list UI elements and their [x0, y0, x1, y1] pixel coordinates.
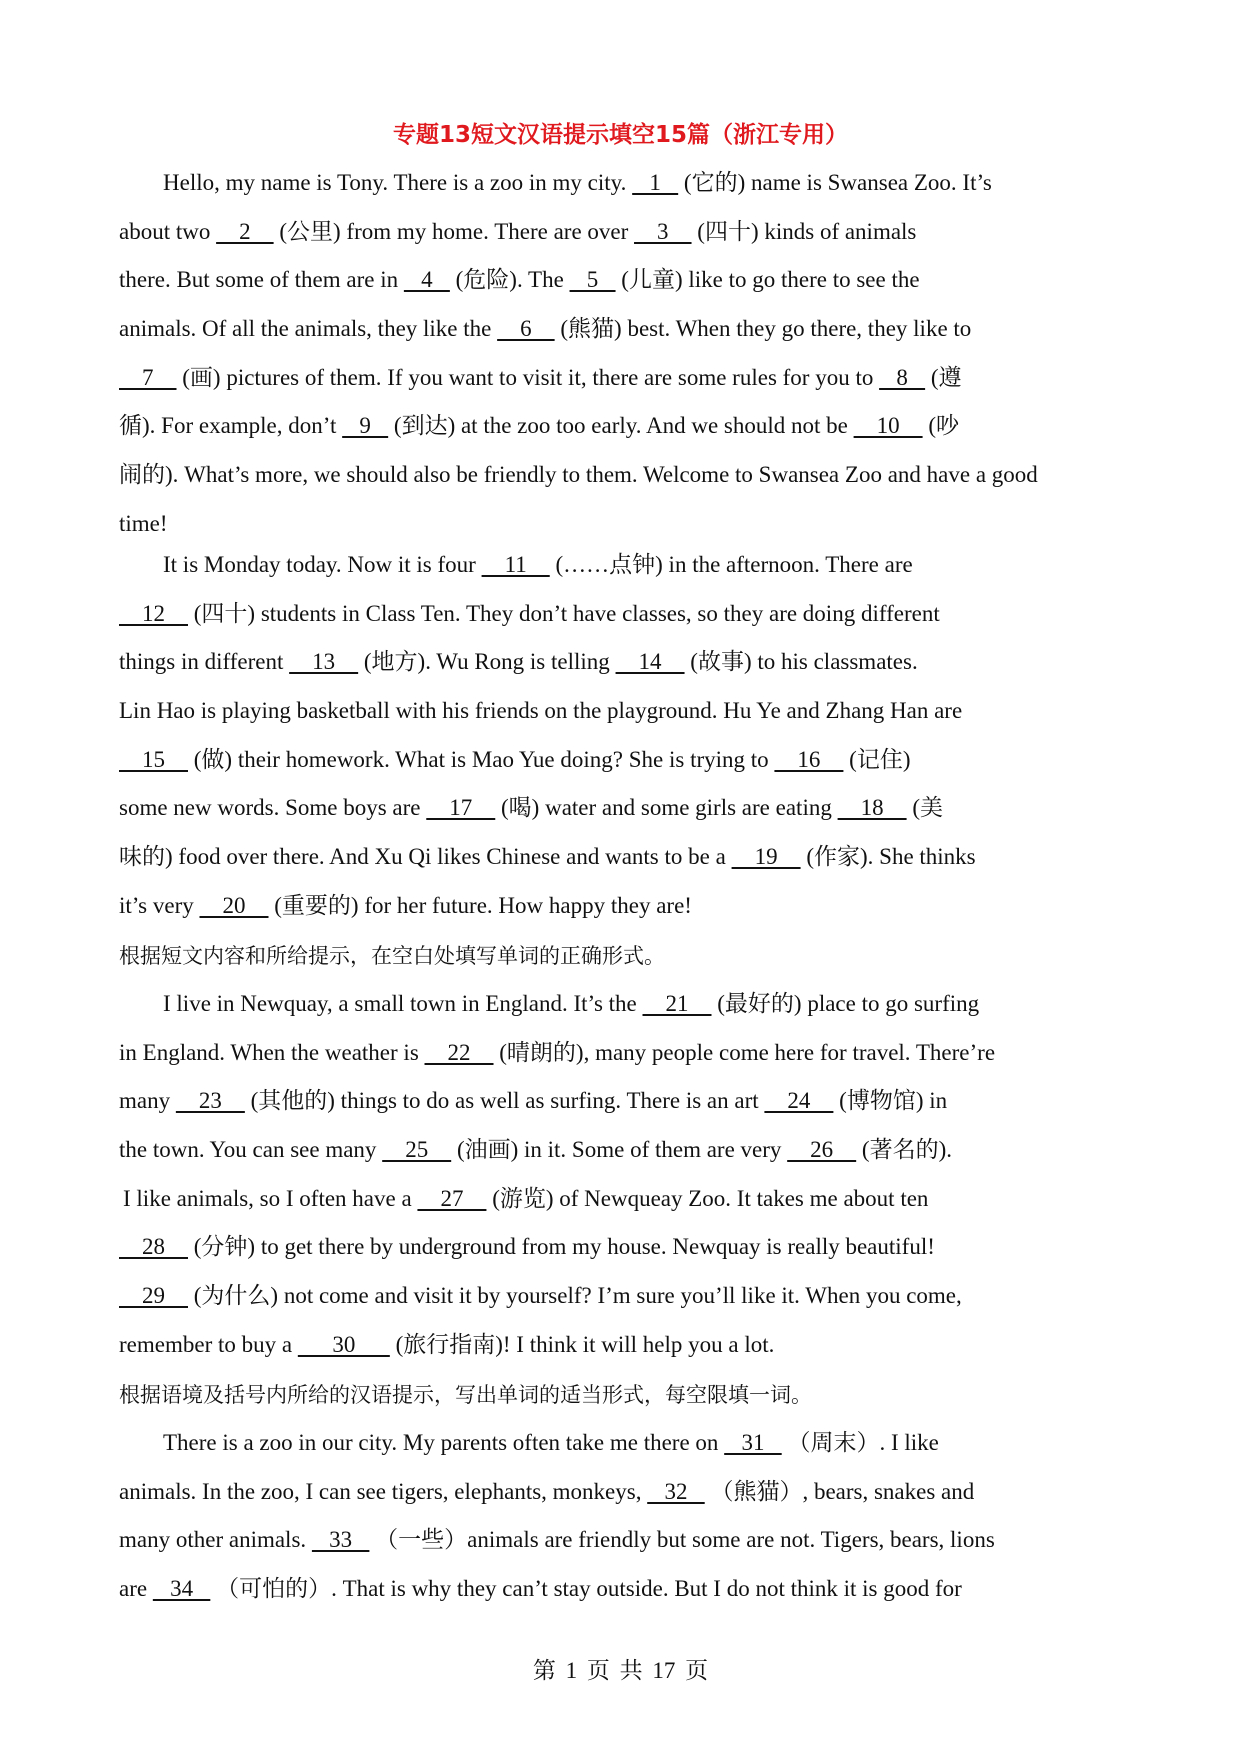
passage-line: 15 (做) their homework. What is Mao Yue doing? She is trying to 16 (记住)	[119, 736, 1127, 785]
answer-blank[interactable]: 28	[119, 1234, 188, 1260]
answer-blank[interactable]: 3	[634, 218, 692, 244]
answer-blank[interactable]: 29	[119, 1283, 188, 1309]
answer-blank[interactable]: 8	[879, 364, 926, 390]
answer-blank[interactable]: 19	[731, 844, 801, 870]
passage-line: it’s very 20 (重要的) for her future. How happy they are!	[119, 882, 1127, 931]
passage-line: Lin Hao is playing basketball with his friends on the playground. Hu Ye and Zhang Han are	[119, 698, 963, 724]
answer-blank[interactable]: 25	[382, 1137, 452, 1163]
passage-line: 12 (四十) students in Class Ten. They don’t have classes, so they are doing different	[119, 590, 1127, 639]
instruction-1: 根据短文内容和所给提示，在空白处填写单词的正确形式。	[119, 944, 665, 968]
passage-line: many 23 (其他的) things to do as well as surfing. There is an art 24 (博物馆) in	[119, 1077, 1127, 1126]
passage-line: Hello, my name is Tony. There is a zoo in my city. 1 (它的) name is Swansea Zoo. It’s	[119, 159, 1127, 208]
answer-blank[interactable]: 12	[119, 600, 188, 626]
answer-blank[interactable]: 4	[403, 267, 450, 293]
answer-blank[interactable]: 16	[774, 746, 844, 772]
answer-blank[interactable]: 31	[724, 1430, 782, 1455]
passage-line: I like animals, so I often have a 27 (游览) of Newqueay Zoo. It takes me about ten	[119, 1175, 1127, 1224]
answer-blank[interactable]: 7	[119, 364, 177, 390]
answer-blank[interactable]: 1	[632, 170, 679, 195]
answer-blank[interactable]: 24	[764, 1088, 834, 1114]
answer-blank[interactable]: 32	[647, 1478, 705, 1504]
passage-line: some new words. Some boys are 17 (喝) water and some girls are eating 18 (美	[119, 784, 1127, 833]
passage-2	[119, 541, 1127, 931]
answer-blank[interactable]: 17	[426, 795, 496, 821]
answer-blank[interactable]: 27	[417, 1185, 487, 1211]
passage-line: It is Monday today. Now it is four 11 (……点钟) in the afternoon. There are	[119, 541, 1127, 590]
answer-blank[interactable]: 15	[119, 746, 188, 772]
answer-blank[interactable]: 30	[297, 1331, 390, 1357]
answer-blank[interactable]: 5	[569, 267, 616, 293]
passage-line: 闹的). What’s more, we should also be friendly to them. Welcome to Swansea Zoo and have a good	[119, 462, 1038, 488]
passage-line: There is a zoo in our city. My parents often take me there on 31 （周末）. I like	[119, 1419, 1127, 1468]
answer-blank[interactable]: 2	[216, 218, 274, 244]
passage-line: things in different 13 (地方). Wu Rong is telling 14 (故事) to his classmates.	[119, 638, 1127, 687]
passage-1	[119, 159, 1127, 549]
passage-line: 28 (分钟) to get there by underground from my house. Newquay is really beautiful!	[119, 1223, 1127, 1272]
answer-blank[interactable]: 21	[642, 991, 712, 1016]
passage-3	[119, 980, 1127, 1370]
passage-line: many other animals. 33 （一些）animals are friendly but some are not. Tigers, bears, lions	[119, 1516, 1127, 1565]
page-footer: 第 1 页 共 17 页	[532, 1658, 709, 1683]
passage-line: about two 2 (公里) from my home. There are over 3 (四十) kinds of animals	[119, 208, 1127, 257]
passage-line: the town. You can see many 25 (油画) in it. Some of them are very 26 (著名的).	[119, 1126, 1127, 1175]
answer-blank[interactable]: 10	[853, 413, 923, 439]
passage-line: are 34 （可怕的）. That is why they can’t stay outside. But I do not think it is good for	[119, 1565, 1127, 1614]
passage-line: animals. Of all the animals, they like the 6 (熊猫) best. When they go there, they like to	[119, 305, 1127, 354]
answer-blank[interactable]: 9	[342, 413, 389, 439]
passage-line: there. But some of them are in 4 (危险). The 5 (儿童) like to go there to see the	[119, 256, 1127, 305]
answer-blank[interactable]: 33	[311, 1527, 370, 1553]
passage-line: time!	[119, 510, 168, 536]
passage-line: I live in Newquay, a small town in England. It’s the 21 (最好的) place to go surfing	[119, 980, 1127, 1029]
passage-line: in England. When the weather is 22 (晴朗的), many people come here for travel. There’re	[119, 1029, 1127, 1078]
passage-line: 29 (为什么) not come and visit it by yourself? I’m sure you’ll like it. When you come,	[119, 1272, 1127, 1321]
answer-blank[interactable]: 34	[152, 1576, 211, 1602]
answer-blank[interactable]: 26	[787, 1137, 857, 1163]
passage-line: 循). For example, don’t 9 (到达) at the zoo too early. And we should not be 10 (吵	[119, 402, 1127, 451]
answer-blank[interactable]: 22	[424, 1039, 494, 1065]
page-title: 专题13短文汉语提示填空15篇（浙江专用）	[392, 122, 848, 148]
passage-line: 味的) food over there. And Xu Qi likes Chinese and wants to be a 19 (作家). She thinks	[119, 833, 1127, 882]
answer-blank[interactable]: 18	[837, 795, 907, 821]
answer-blank[interactable]: 11	[481, 552, 550, 577]
passage-line: animals. In the zoo, I can see tigers, elephants, monkeys, 32 （熊猫）, bears, snakes and	[119, 1468, 1127, 1517]
passage-4	[119, 1419, 1127, 1614]
answer-blank[interactable]: 20	[199, 892, 269, 918]
passage-line: 7 (画) pictures of them. If you want to visit it, there are some rules for you to 8 (遵	[119, 354, 1127, 403]
answer-blank[interactable]: 6	[497, 316, 555, 342]
answer-blank[interactable]: 14	[615, 649, 685, 675]
passage-line: remember to buy a 30 (旅行指南)! I think it will help you a lot.	[119, 1321, 1127, 1370]
answer-blank[interactable]: 13	[289, 649, 359, 675]
answer-blank[interactable]: 23	[175, 1088, 245, 1114]
instruction-2: 根据语境及括号内所给的汉语提示，写出单词的适当形式，每空限填一词。	[119, 1383, 812, 1407]
